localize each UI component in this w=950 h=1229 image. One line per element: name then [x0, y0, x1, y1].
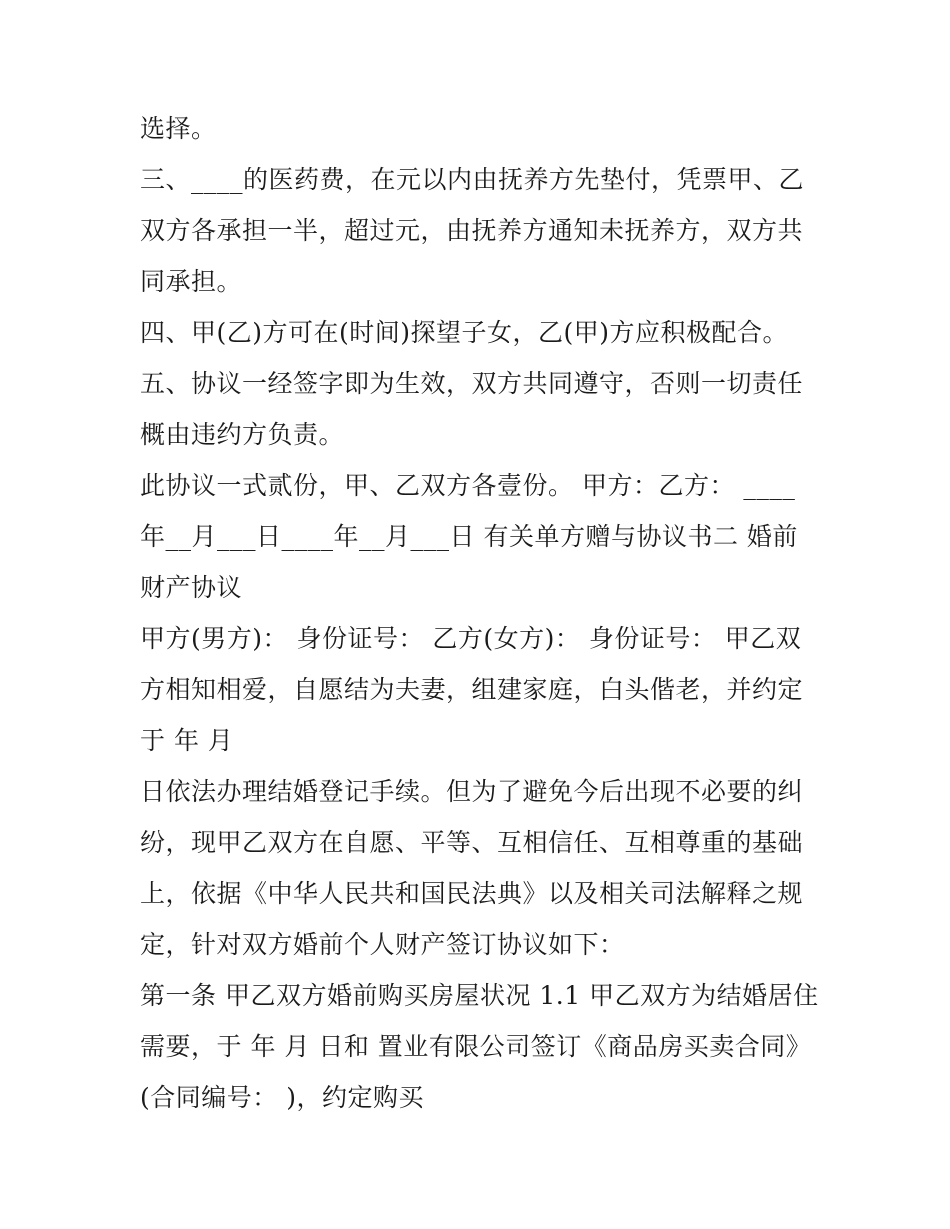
paragraph-parties: 甲方(男方)： 身份证号： 乙方(女方)： 身份证号： 甲乙双方相知相爱，自愿结为夫妻，组建家庭，白头偕老，并约定于 年 月 — [140, 624, 804, 755]
paragraph-signature-block: 此协议一式贰份，甲、乙双方各壹份。 甲方：乙方： ____年__月___日____年__月___日 有关单方赠与协议书二 婚前财产协议 — [140, 471, 798, 602]
paragraph-clause-four: 四、甲(乙)方可在(时间)探望子女，乙(甲)方应积极配合。 — [140, 318, 789, 347]
paragraph-clause-five: 五、协议一经签字即为生效，双方共同遵守，否则一切责任概由违约方负责。 — [140, 369, 804, 449]
document-body — [140, 103, 820, 1123]
paragraph-preamble: 日依法办理结婚登记手续。但为了避免今后出现不必要的纠纷，现甲乙双方在自愿、平等、互相信任、互相尊重的基础上，依据《中华人民共和国民法典》以及相关司法解释之规定，针对双方婚前个人财产签订协议如下： — [140, 777, 804, 959]
paragraph-clause-three: 三、____的医药费，在元以内由抚养方先垫付，凭票甲、乙双方各承担一半，超过元，由抚养方通知未抚养方，双方共同承担。 — [140, 165, 805, 296]
paragraph-article-one: 第一条 甲乙双方婚前购买房屋状况 1.1 甲乙双方为结婚居住需要，于 年 月 日和 置业有限公司签订《商品房买卖合同》(合同编号： )，约定购买 — [140, 981, 819, 1112]
paragraph-choice: 选择。 — [140, 114, 217, 143]
